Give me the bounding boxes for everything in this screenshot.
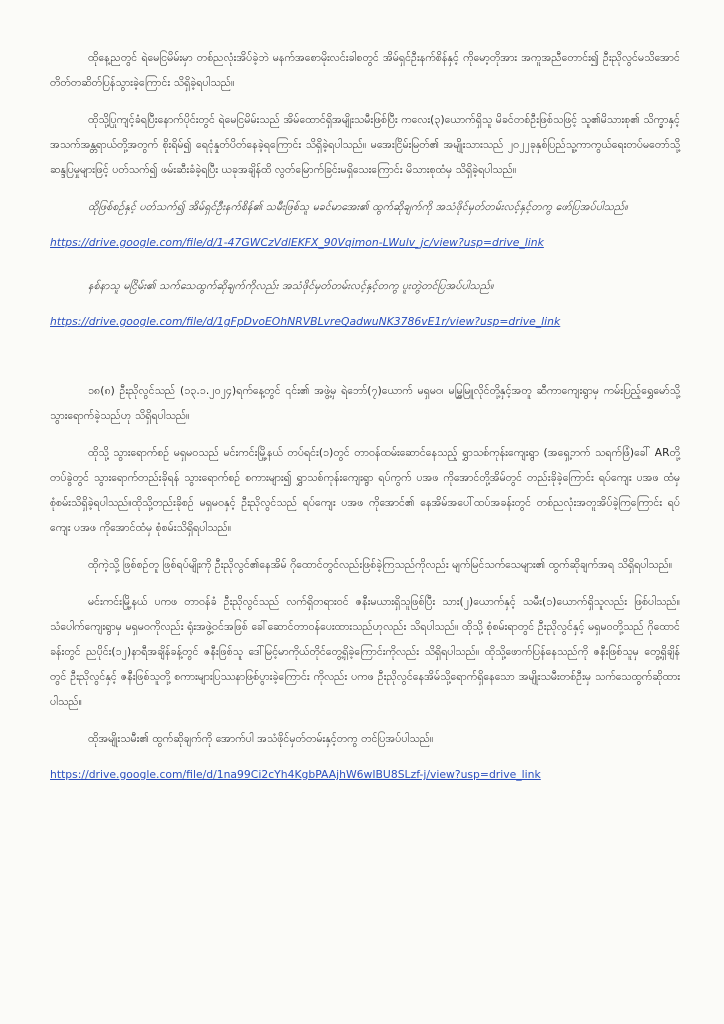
paragraph-9: ထိုအမျိုးသမီး၏ ထွက်ဆိုချက်ကို အောက်ပါ အသံဖိုင်မှတ်တမ်းနှင့်တကွ တင်ပြအပ်ပါသည်။ xyxy=(88,733,434,745)
paragraph-6: ထိုသို့ သွားရောက်စဉ် မရှမဝသည် မင်းကင်းမြို့နယ် တပ်ရင်း(၁)တွင် တာဝန်ထမ်းဆောင်နေသည့် ရွှာသစ်ကုန်းကျေးရွာ (အရှေ့ဘက် သရက်ဖြံ)ခေါ် ARတို့ တပ်ခွဲတွင် သွားရောက်တည်းခိုရန် သွားရောက်စဉ် စကားများ၍ ရွှာသစ်ကုန်းကျေးရွာ ရပ်ကွက် ပအဖ ကိုအောင်တို့အိမ်တွင် တည်းခိုခဲ့ကြောင်း ရပ်ကျေး ပအဖ ထံမှ စုံစမ်းသိရှိခဲ့ရပါသည်။ထိုသို့တည်းခိုစဉ် မရှမဝနှင့် ဦးညိုလွင်သည် ရပ်ကျေး ပအဖ ကိုအောင်၏ နေအိမ်အပေါ်ထပ်အခန်းတွင် တစ်ညလုံးအတူအိပ်ခဲ့ကြကြောင်း ရပ်ကျေး ပအဖ ကိုအောင်ထံမှ စုံစမ်းသိရှိရပါသည်။ xyxy=(50,447,680,534)
drive-link-3[interactable]: https://drive.google.com/file/d/1na99Ci2cYh4KgbPAAjhW6wIBU8SLzf-j/view?usp=drive_link xyxy=(50,768,541,781)
paragraph-4: နစ်နာသူ မငြိမ်း၏ သက်သေထွက်ဆိုချက်ကိုလည်း အသံဖိုင်မှတ်တမ်းလင့်နှင့်တကွ ပူးတွဲတင်ပြအပ်ပါသည်။ xyxy=(88,280,494,292)
drive-link-1[interactable]: https://drive.google.com/file/d/1-47GWCzVdlEKFX_90Vqimon-LWulv_jc/view?usp=drive_link xyxy=(50,236,544,249)
section-gap xyxy=(50,353,680,379)
paragraph-7: ထိုကဲ့သို့ ဖြစ်စဉ်တူ ဖြစ်ရပ်မျိုးကို ဦးညိုလွင်၏နေအိမ် ဂိုထောင်တွင်လည်းဖြစ်ခဲ့ကြသည်ကိုလည်း မျက်မြင်သက်သေများ၏ ထွက်ဆိုချက်အရ သိရှိရပါသည်။ xyxy=(88,559,673,571)
paragraph-2: ထိုသို့ပြုကျင့်ခံရပြီးနောက်ပိုင်းတွင် ရဲမေငြမိမ်းသည် အိမ်ထောင်ရှိအမျိုးသမီးဖြစ်ပြီး ကလေး(၃)ယောက်ရှိသူ မိခင်တစ်ဦးဖြစ်သဖြင့် သူ၏မိသားစု၏ သိက္ခာနှင့် အသက်အန္တရာယ်တို့အတွက် စိုးရိမ်၍ ရေငုံနှုတ်ပိတ်နေခဲ့ရကြောင်း သိရှိခဲ့ရပါသည်။ မအေးငြိမ်းမြတ်၏ အမျိုးသားသည် ၂၀၂၂ခုနှစ်ပြည်သူ့ကာကွယ်ရေးတပ်မတော်သို့ ဆန္ဒပြမှုများဖြင့် ပတ်သက်၍ ဖမ်းဆီးခံခဲ့ရပြီး ယခုအချိန်ထိ လွတ်မြောက်ခြင်းမရှိသေးကြောင်း မိသားစုထံမှ သိရှိခဲ့ရပါသည်။ xyxy=(50,114,680,176)
drive-link-2[interactable]: https://drive.google.com/file/d/1gFpDvoEOhNRVBLvreQadwuNK3786vE1r/view?usp=drive_link xyxy=(50,315,561,328)
paragraph-5: ၁၈(၈) ဦးညိုလွင်သည် (၁၃.၁.၂၀၂၄)ရက်နေ့တွင် ၎င်း၏ အဖွဲ့မှ ရဲဘော်(၇)ယောက် မရှမဝ၊ မမြွှမြူလိုင်တို့နှင့်အတူ ဆီကာကျေးရွာမှ ကမ်းပြည့်ရွှေမော်သို့ သွားရောက်ခဲ့သည်ဟု သိရှိရပါသည်။ xyxy=(50,385,680,422)
paragraph-8: မင်းကင်းမြို့နယ် ပကဖ တာဝန်ခံ ဦးညိုလွင်သည် လက်ရှိတရားဝင် ဇနီးမယားရှိသူဖြစ်ပြီး သား(၂)ယောက်နှင့် သမီး(၁)ယောက်ရှိသူလည်း ဖြစ်ပါသည်။ သံပေါက်ကျေးရွာမှ မရှမဝကိုလည်း ရုံးအဖွဲ့ဝင်အဖြစ် ခေါ်ဆောင်တာဝန်ပေးထားသည်ဟုလည်း သိရပါသည်။ ထိုသို့ စုံစမ်းရာတွင် ဦးညိုလွင်နှင့် မရှမဝတို့သည် ဂိုထောင်ခန်းတွင် ညပိုင်း(၁၂)နာရီအချိန်ခန့်တွင် ဇနီးဖြစ်သူ ဒေါ်မြင့်မာကိုယ်တိုင်တွေ့ရှိခဲ့ကြောင်းကိုလည်း သိရှိရပါသည်။ ထိုသို့ဖောက်ပြန်နေသည်ကို ဇနီးဖြစ်သူမှ တွေ့ရှိချိန်တွင် ဦးညိုလွင်နှင့် ဇနီးဖြစ်သူတို့ စကားများပြဿနာဖြစ်ပွားခဲ့ကြောင်း ကိုလည်း ပကဖ ဦးညိုလွင်နေအိမ်သို့ရောက်ရှိနေသော အမျိုးသမီးတစ်ဦးမှ သက်သေထွက်ဆိုထားပါသည်။ xyxy=(50,596,680,708)
paragraph-3: ထိုဖြစ်စဉ်နှင့် ပတ်သက်၍ အိမ်ရှင်ဦးနက်စိန်၏ သမီးဖြစ်သူ မခင်မာအေး၏ ထွက်ဆိုချက်ကို အသံဖိုင်မှတ်တမ်းလင့်နှင့်တကွ ဖော်ပြအပ်ပါသည်။ xyxy=(88,201,628,213)
paragraph-1: ထိုနေ့ညတွင် ရဲမေငြမိမ်းမှာ တစ်ညလုံးအိပ်ခဲ့ဘဲ မနက်အစောမိုးလင်းခါစတွင် အိမ်ရှင်ဦးနက်စိန်နှင့် ကိုမော့တိုအား အကူအညီတောင်း၍ ဦးညိုလွင်မသိအောင် တိတ်တဆိတ်ပြန်သွားခဲ့ကြောင်း သိရှိခဲ့ရပါသည်။ xyxy=(50,52,680,89)
